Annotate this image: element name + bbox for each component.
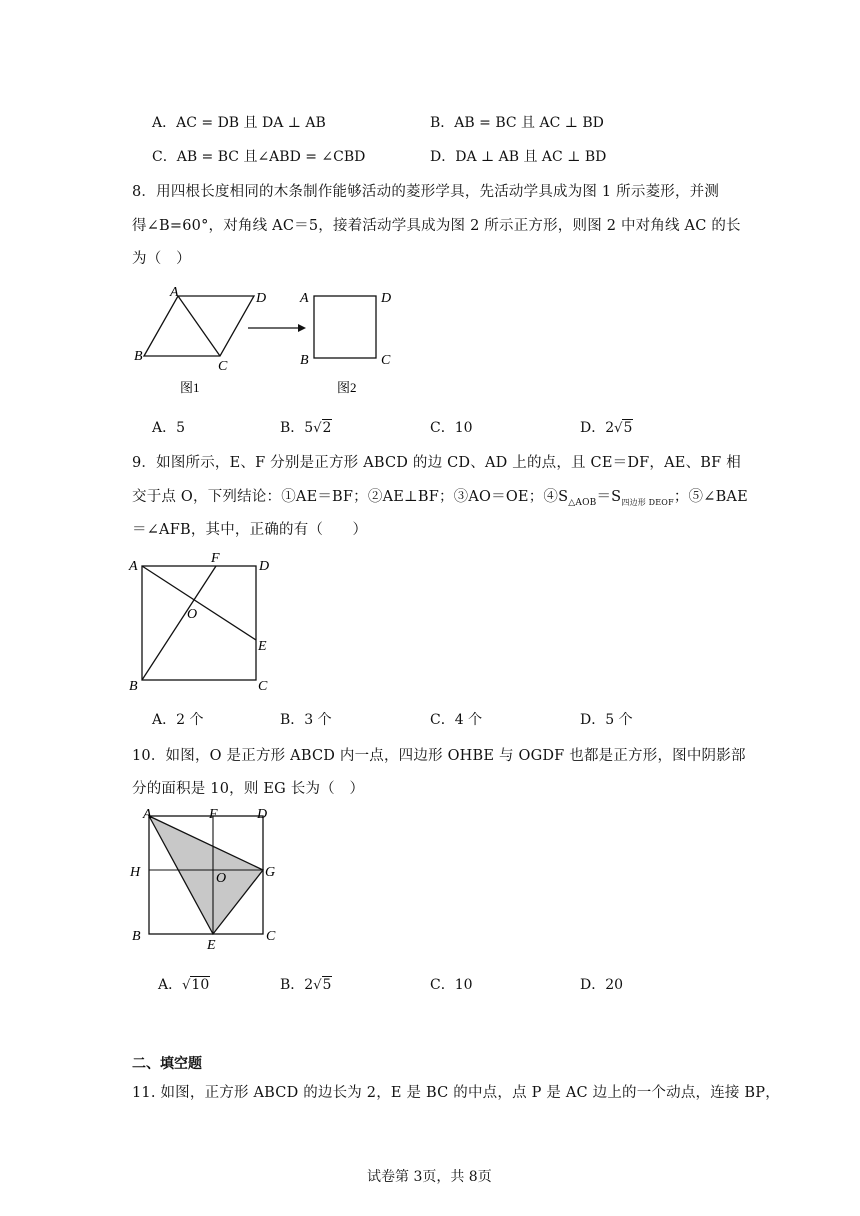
q10-option-c: C．10 — [430, 977, 473, 993]
q7-option-a: A．AC = DB 且 DA ⊥ AB — [152, 115, 326, 131]
page-footer: 试卷第 3页，共 8页 — [367, 1169, 492, 1185]
q8-line-3: 为（ ） — [132, 251, 191, 267]
square-shape — [314, 296, 376, 358]
q10-option-d: D．20 — [580, 977, 624, 993]
q9-label-e: E — [258, 639, 267, 654]
fig1-caption: 图1 — [180, 380, 200, 395]
fig2-caption: 图2 — [337, 380, 357, 395]
q9-label-a: A — [129, 559, 138, 574]
fig2-label-b: B — [300, 353, 309, 368]
q10-label-a: A — [143, 807, 152, 822]
fig1-label-c: C — [218, 359, 228, 374]
fig2-label-d: D — [381, 291, 392, 306]
fig1-label-b: B — [134, 349, 143, 364]
fig1-label-a: A — [170, 285, 179, 300]
fig2-label-a: A — [300, 291, 309, 306]
fig2-label-c: C — [381, 353, 391, 368]
q10-line-1: 10．如图，O 是正方形 ABCD 内一点，四边形 OHBE 与 OGDF 也都是正方形，图中阴影部 — [132, 748, 746, 764]
q10-label-o: O — [216, 871, 227, 886]
q9-line-2: 交于点 O，下列结论：①AE＝BF；②AE⊥BF；③AO＝OE；$④S_{\triangle AOB}=S_{四边形 DEOF}$；⑤∠BAE — [132, 489, 748, 508]
q11-line-1: 11. 如图，正方形 ABCD 的边长为 2，E 是 BC 的中点，点 P 是 AC 边上的一个动点，连接 BP， — [132, 1085, 780, 1101]
q10-label-f: F — [209, 807, 218, 822]
q10-option-b: B．2√5 — [280, 977, 332, 993]
q9-square — [142, 566, 256, 680]
q9-option-b: B．3 个 — [280, 712, 332, 728]
q9-figure — [125, 548, 285, 696]
q10-label-g: G — [265, 865, 276, 880]
shaded-triangle — [149, 816, 263, 934]
q9-label-o: O — [187, 607, 198, 622]
q8-option-c: C．10 — [430, 420, 473, 436]
q7-option-b: B．AB = BC 且 AC ⊥ BD — [430, 115, 604, 131]
q10-label-e: E — [207, 938, 216, 952]
arrow-icon — [298, 324, 306, 332]
q9-line-1: 9．如图所示，E、F 分别是正方形 ABCD 的边 CD、AD 上的点，且 CE＝DF，AE、BF 相 — [132, 455, 741, 471]
line-bf — [142, 566, 216, 680]
q9-label-c: C — [258, 679, 268, 694]
q10-label-c: C — [266, 929, 276, 944]
rhombus-diagonal — [178, 296, 220, 356]
section-title: 二、填空题 — [132, 1056, 202, 1072]
q10-label-b: B — [132, 929, 141, 944]
q9-option-c: C．4 个 — [430, 712, 483, 728]
q10-option-a: A．√10 — [158, 977, 210, 993]
fig1-label-d: D — [256, 291, 267, 306]
q9-label-f: F — [211, 551, 220, 566]
q10-label-h: H — [130, 865, 141, 880]
q8-option-d: D．2√5 — [580, 420, 633, 436]
q8-line-2: 得∠B=60°，对角线 AC＝5，接着活动学具成为图 2 所示正方形，则图 2 中对角线 AC 的长 — [132, 218, 741, 234]
q10-figure — [125, 802, 285, 952]
q10-label-d: D — [257, 807, 268, 822]
q10-line-2: 分的面积是 10，则 EG 长为（ ） — [132, 781, 365, 797]
q8-option-a: A．5 — [152, 420, 186, 436]
line-ae — [142, 566, 256, 640]
q9-option-d: D．5 个 — [580, 712, 633, 728]
q8-option-b: B．5√2 — [280, 420, 332, 436]
q8-figure — [130, 282, 410, 400]
q9-label-b: B — [129, 679, 138, 694]
q7-option-d: D．DA ⊥ AB 且 AC ⊥ BD — [430, 149, 607, 165]
q8-line-1: 8．用四根长度相同的木条制作能够活动的菱形学具，先活动学具成为图 1 所示菱形，并测 — [132, 184, 720, 200]
q9-option-a: A．2 个 — [152, 712, 204, 728]
q9-line-3: ＝∠AFB，其中，正确的有（ ） — [132, 522, 368, 538]
q9-label-d: D — [259, 559, 270, 574]
q7-option-c: C．AB = BC 且∠ABD = ∠CBD — [152, 149, 366, 165]
